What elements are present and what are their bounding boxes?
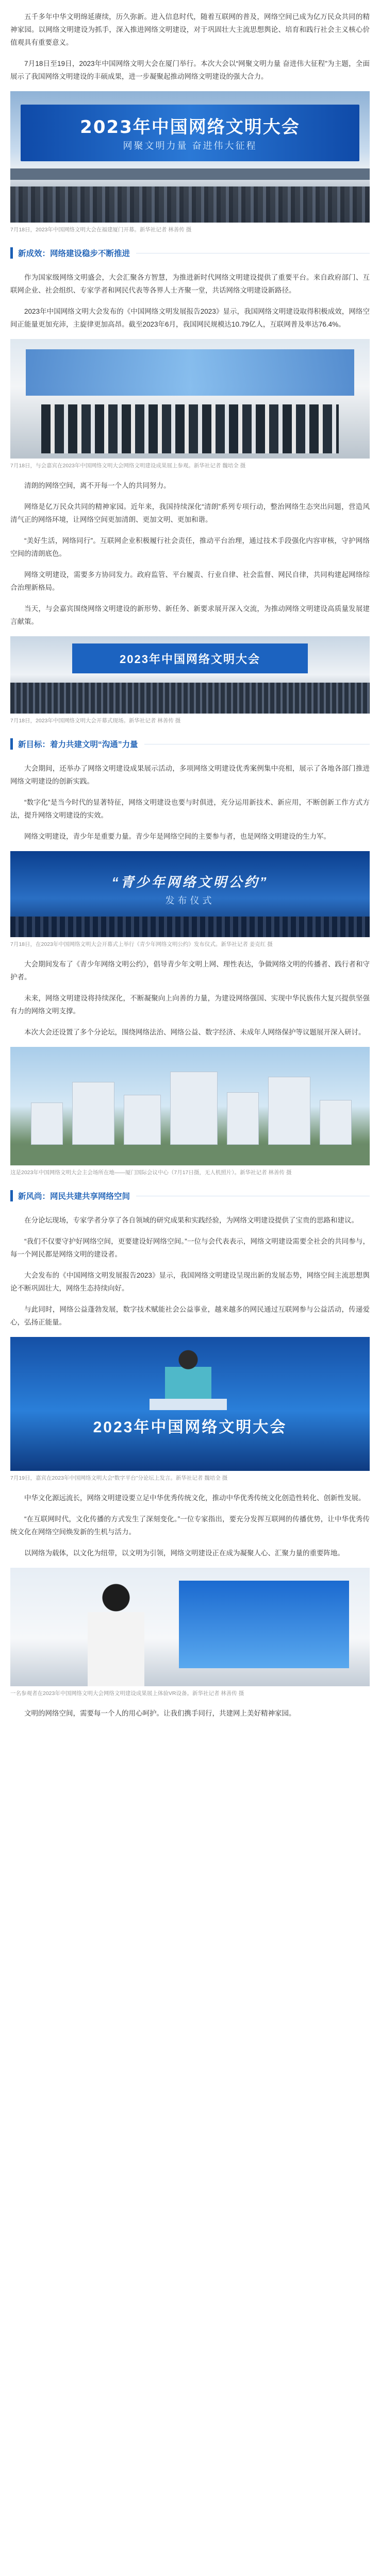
exhibition-wall <box>26 349 354 396</box>
building <box>72 1082 114 1145</box>
paragraph: 清朗的网络空间，离不开每一个人的共同努力。 <box>24 482 171 489</box>
paragraph: 在分论坛现场，专家学者分享了各自领域的研究成果和实践经验，为网络文明建设提供了宝贵的思路和建议。 <box>24 1216 358 1224</box>
paragraph: 五千多年中华文明绵延赓续，历久弥新。进入信息时代，随着互联网的普及，网络空间已成为亿万民众共同的精神家园。以网络文明建设为抓手，深入推进网络文明建设，对于巩固壮大主流思想舆论、培育和践行社会主义核心价值观具有重要意义。 <box>10 13 370 46</box>
screen-subtitle: 网聚文明力量 奋进伟大征程 <box>123 141 257 151</box>
figure <box>10 1047 370 1177</box>
section-marker <box>10 738 13 750</box>
paragraph: 网络文明建设，需要多方协同发力。政府监管、平台履责、行业自律、社会监督、网民自律，共同构建起网络综合治理新格局。 <box>10 571 370 591</box>
paragraph: “美好生活，网络同行”。互联网企业积极履行社会责任，推动平台治理，通过技术手段强化内容审核，守护网络空间的清朗底色。 <box>10 537 370 557</box>
photo-caption: 7月18日，2023年中国网络文明大会开幕式现场。新华社记者 林善传 摄 <box>10 718 181 724</box>
screen-subtitle: 发布仪式 <box>165 895 215 906</box>
photo-exhibition-tour <box>10 339 370 459</box>
figure <box>10 1337 370 1482</box>
photo-caption: 7月18日，与会嘉宾在2023年中国网络文明大会网络文明建设成果展上参观。新华社记者 魏培全 摄 <box>10 463 246 469</box>
building <box>124 1095 161 1145</box>
visitors <box>41 404 339 453</box>
section-marker <box>10 247 13 259</box>
paragraph: “数字化”是当今时代的显著特征，网络文明建设也要与时俱进，充分运用新技术、新应用，不断创新工作方式方法，提升网络文明建设的实效。 <box>10 799 370 819</box>
photo-vr-exhibit <box>10 1568 370 1686</box>
section-title: 新风尚：网民共建共享网络空间 <box>18 1192 130 1201</box>
screen-title: 2023年中国网络文明大会 <box>120 653 260 666</box>
screen-title: 2023年中国网络文明大会 <box>93 1419 287 1436</box>
stage-screen <box>72 643 308 673</box>
building <box>227 1092 259 1145</box>
paragraph: 当天，与会嘉宾围绕网络文明建设的新形势、新任务、新要求展开深入交流，为推动网络文明建设高质量发展建言献策。 <box>10 605 370 625</box>
article <box>10 0 370 1738</box>
paragraph: “我们不仅要守护好网络空间，更要建设好网络空间。”一位与会代表表示，网络文明建设需要全社会的共同参与，每一个网民都是网络文明的建设者。 <box>10 1238 370 1258</box>
section-heading <box>10 735 370 753</box>
building <box>31 1103 63 1145</box>
building <box>320 1100 352 1145</box>
photo-caption: 7月18日，2023年中国网络文明大会在福建厦门开幕。新华社记者 林善传 摄 <box>10 227 192 233</box>
photo-forum-speaker <box>10 1337 370 1471</box>
paragraph: 以网络为载体，以文化为纽带，以文明为引领，网络文明建设正在成为凝聚人心、汇聚力量的重要阵地。 <box>24 1549 344 1557</box>
paragraph: 网络文明建设，青少年是重要力量。青少年是网络空间的主要参与者，也是网络文明建设的生力军。 <box>24 833 331 840</box>
podium <box>150 1399 227 1410</box>
ground <box>10 1145 370 1165</box>
stage <box>10 168 370 180</box>
paragraph: 未来，网络文明建设将持续深化，不断凝聚向上向善的力量，为建设网络强国、实现中华民族伟大复兴提供坚强有力的网络文明支撑。 <box>10 994 370 1015</box>
figure <box>10 851 370 948</box>
section-title: 新目标：着力共建文明“沟通”力量 <box>18 740 138 749</box>
photo-caption: 一名参观者在2023年中国网络文明大会网络文明建设成果展上体验VR设备。新华社记者 林善传 摄 <box>10 1690 244 1697</box>
paragraph: 2023年中国网络文明大会发布的《中国网络文明发展报告2023》显示，我国网络文明建设取得积极成效，网络空间正能量更加充沛，主旋律更加高昂。截至2023年6月，我国网民规模达10.79亿人，互联网普及率达76.4%。 <box>10 308 370 328</box>
paragraph: 大会期间发布了《青少年网络文明公约》，倡导青少年文明上网、理性表达，争做网络文明的传播者、践行者和守护者。 <box>10 960 370 981</box>
section-heading <box>10 1187 370 1205</box>
paragraph: “在互联网时代，文化传播的方式发生了深刻变化。”一位专家指出，要充分发挥互联网的传播优势，让中华优秀传统文化在网络空间焕发新的生机与活力。 <box>10 1515 370 1536</box>
building <box>268 1077 310 1145</box>
paragraph: 中华文化源远流长，网络文明建设要立足中华优秀传统文化，推动中华优秀传统文化创造性转化、创新性发展。 <box>24 1494 366 1502</box>
paragraph: 大会期间，还举办了网络文明建设成果展示活动，多项网络文明建设优秀案例集中亮相，展示了各地各部门推进网络文明建设的创新实践。 <box>10 765 370 785</box>
figure <box>10 91 370 234</box>
screen-title: 2023年中国网络文明大会 <box>80 117 300 138</box>
paragraph: 作为国家级网络文明盛会，大会汇聚各方智慧，为推进新时代网络文明建设提供了重要平台。来自政府部门、互联网企业、社会组织、专家学者和网民代表等各界人士齐聚一堂，共话网络文明建设新路径。 <box>10 274 370 294</box>
photo-caption: 7月19日，嘉宾在2023年中国网络文明大会“数字平台”分论坛上发言。新华社记者 魏培全 摄 <box>10 1475 228 1481</box>
building <box>170 1072 218 1145</box>
photo-youth-convention <box>10 851 370 937</box>
photo-conference-hall <box>10 636 370 714</box>
paragraph: 大会发布的《中国网络文明发展报告2023》显示，我国网络文明建设呈现出新的发展态势，网络空间主流思想舆论不断巩固壮大，网络生态持续向好。 <box>10 1272 370 1292</box>
photo-conference-opening <box>10 91 370 223</box>
section-marker <box>10 1190 13 1201</box>
figure <box>10 1568 370 1698</box>
paragraph: 7月18日至19日，2023年中国网络文明大会在厦门举行。本次大会以“网聚文明力量 奋进伟大征程”为主题，全面展示了我国网络文明建设的丰硕成果，进一步凝聚起推动网络文明建设的强大合力。 <box>10 60 370 80</box>
paragraph: 与此同时，网络公益蓬勃发展，数字技术赋能社会公益事业，越来越多的网民通过互联网参与公益活动，传递爱心，弘扬正能量。 <box>10 1306 370 1326</box>
screen-title: “青少年网络文明公约” <box>111 874 269 890</box>
paragraph: 文明的网络空间，需要每一个人的用心呵护。让我们携手同行，共建网上美好精神家园。 <box>24 1709 296 1717</box>
photo-caption: 7月18日，在2023年中国网络文明大会开幕式上举行《青少年网络文明公约》发布仪式。新华社记者 姜克红 摄 <box>10 941 273 947</box>
figure <box>10 636 370 725</box>
audience-rows <box>10 917 370 937</box>
photo-city-aerial <box>10 1047 370 1165</box>
speaker <box>165 1347 211 1404</box>
audience <box>10 187 370 223</box>
stage-screen <box>21 105 359 161</box>
visitor <box>88 1583 144 1686</box>
figure <box>10 339 370 470</box>
audience-rows <box>10 683 370 714</box>
paragraph: 网络是亿万民众共同的精神家园。近年来，我国持续深化“清朗”系列专项行动，整治网络生态突出问题，营造风清气正的网络环境，让网络空间更加清朗、更加文明、更加和谐。 <box>10 503 370 523</box>
section-title: 新成效：网络建设稳步不断推进 <box>18 249 130 258</box>
exhibit-panel <box>179 1581 349 1668</box>
section-heading <box>10 244 370 262</box>
paragraph: 本次大会还设置了多个分论坛，围绕网络法治、网络公益、数字经济、未成年人网络保护等议题展开深入研讨。 <box>24 1028 366 1036</box>
photo-caption: 这是2023年中国网络文明大会主会场所在地——厦门国际会议中心（7月17日摄，无人机照片）。新华社记者 林善传 摄 <box>10 1170 292 1176</box>
